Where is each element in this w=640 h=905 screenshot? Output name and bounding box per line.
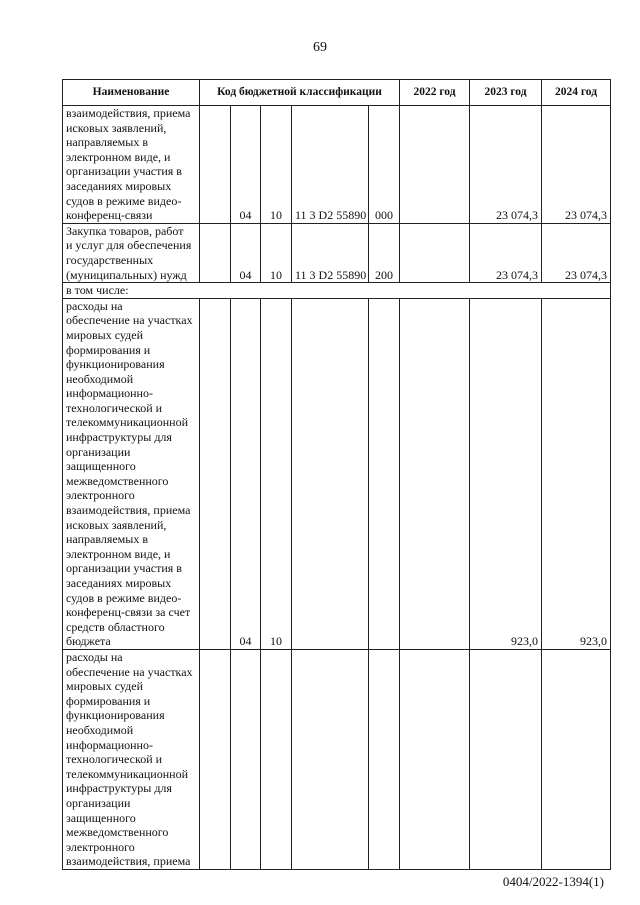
row-code-expense-type: 000 <box>369 106 400 224</box>
header-2022: 2022 год <box>400 80 470 106</box>
page-number: 69 <box>313 40 327 55</box>
row-value-2022 <box>400 649 470 869</box>
header-2023: 2023 год <box>470 80 542 106</box>
row-name: расходы на обеспечение на участках мировых судей формирования и функционирования необходимой информационно- технологической и телекоммуникационной инфраструктуры для организации защищенного межведомственного электронного взаимодействия, приема исковых заявлений, направляемых в электронном виде, и организации участия в заседаниях мировых судов в режиме видео- конференц-связи за счет средств областного бюджета <box>63 298 200 649</box>
row-value-2024 <box>542 649 611 869</box>
table-row <box>63 106 611 224</box>
document-registration-code: 0404/2022-1394(1) <box>502 874 604 889</box>
row-name: Закупка товаров, работ и услуг для обеспечения государственных (муниципальных) нужд <box>63 223 200 282</box>
budget-table <box>62 79 611 870</box>
table-row <box>63 649 611 869</box>
row-code-expense-type <box>369 649 400 869</box>
row-value-2023: 923,0 <box>470 298 542 649</box>
row-code-section: 04 <box>231 223 261 282</box>
row-code-1 <box>200 649 231 869</box>
row-code-target: 11 3 D2 55890 <box>292 223 369 282</box>
row-value-2022 <box>400 106 470 224</box>
row-code-subsection: 10 <box>261 223 292 282</box>
table-row <box>63 283 611 299</box>
header-name: Наименование <box>63 80 200 106</box>
table-row <box>63 298 611 649</box>
row-value-2023: 23 074,3 <box>470 106 542 224</box>
row-value-2024: 923,0 <box>542 298 611 649</box>
row-value-2024: 23 074,3 <box>542 106 611 224</box>
row-code-subsection: 10 <box>261 106 292 224</box>
row-value-2023: 23 074,3 <box>470 223 542 282</box>
row-value-2024: 23 074,3 <box>542 223 611 282</box>
row-code-target <box>292 298 369 649</box>
row-value-2022 <box>400 298 470 649</box>
row-value-2022 <box>400 223 470 282</box>
row-code-subsection: 10 <box>261 298 292 649</box>
header-budget-code: Код бюджетной классификации <box>200 80 400 106</box>
row-name-including: в том числе: <box>63 283 611 299</box>
row-code-1 <box>200 106 231 224</box>
row-code-subsection <box>261 649 292 869</box>
row-code-expense-type: 200 <box>369 223 400 282</box>
row-code-1 <box>200 298 231 649</box>
header-2024: 2024 год <box>542 80 611 106</box>
row-code-section <box>231 649 261 869</box>
table-row <box>63 223 611 282</box>
row-code-section: 04 <box>231 298 261 649</box>
row-code-section: 04 <box>231 106 261 224</box>
row-name: взаимодействия, приема исковых заявлений, направляемых в электронном виде, и организации участия в заседаниях мировых судов в режиме видео- конференц-связи <box>63 106 200 224</box>
row-value-2023 <box>470 649 542 869</box>
row-code-expense-type <box>369 298 400 649</box>
table-header-row <box>63 80 611 106</box>
row-code-target: 11 3 D2 55890 <box>292 106 369 224</box>
row-name: расходы на обеспечение на участках мировых судей формирования и функционирования необходимой информационно- технологической и телекоммуникационной инфраструктуры для организации защищенного межведомственного электронного взаимодействия, приема <box>63 649 200 869</box>
row-code-1 <box>200 223 231 282</box>
row-code-target <box>292 649 369 869</box>
